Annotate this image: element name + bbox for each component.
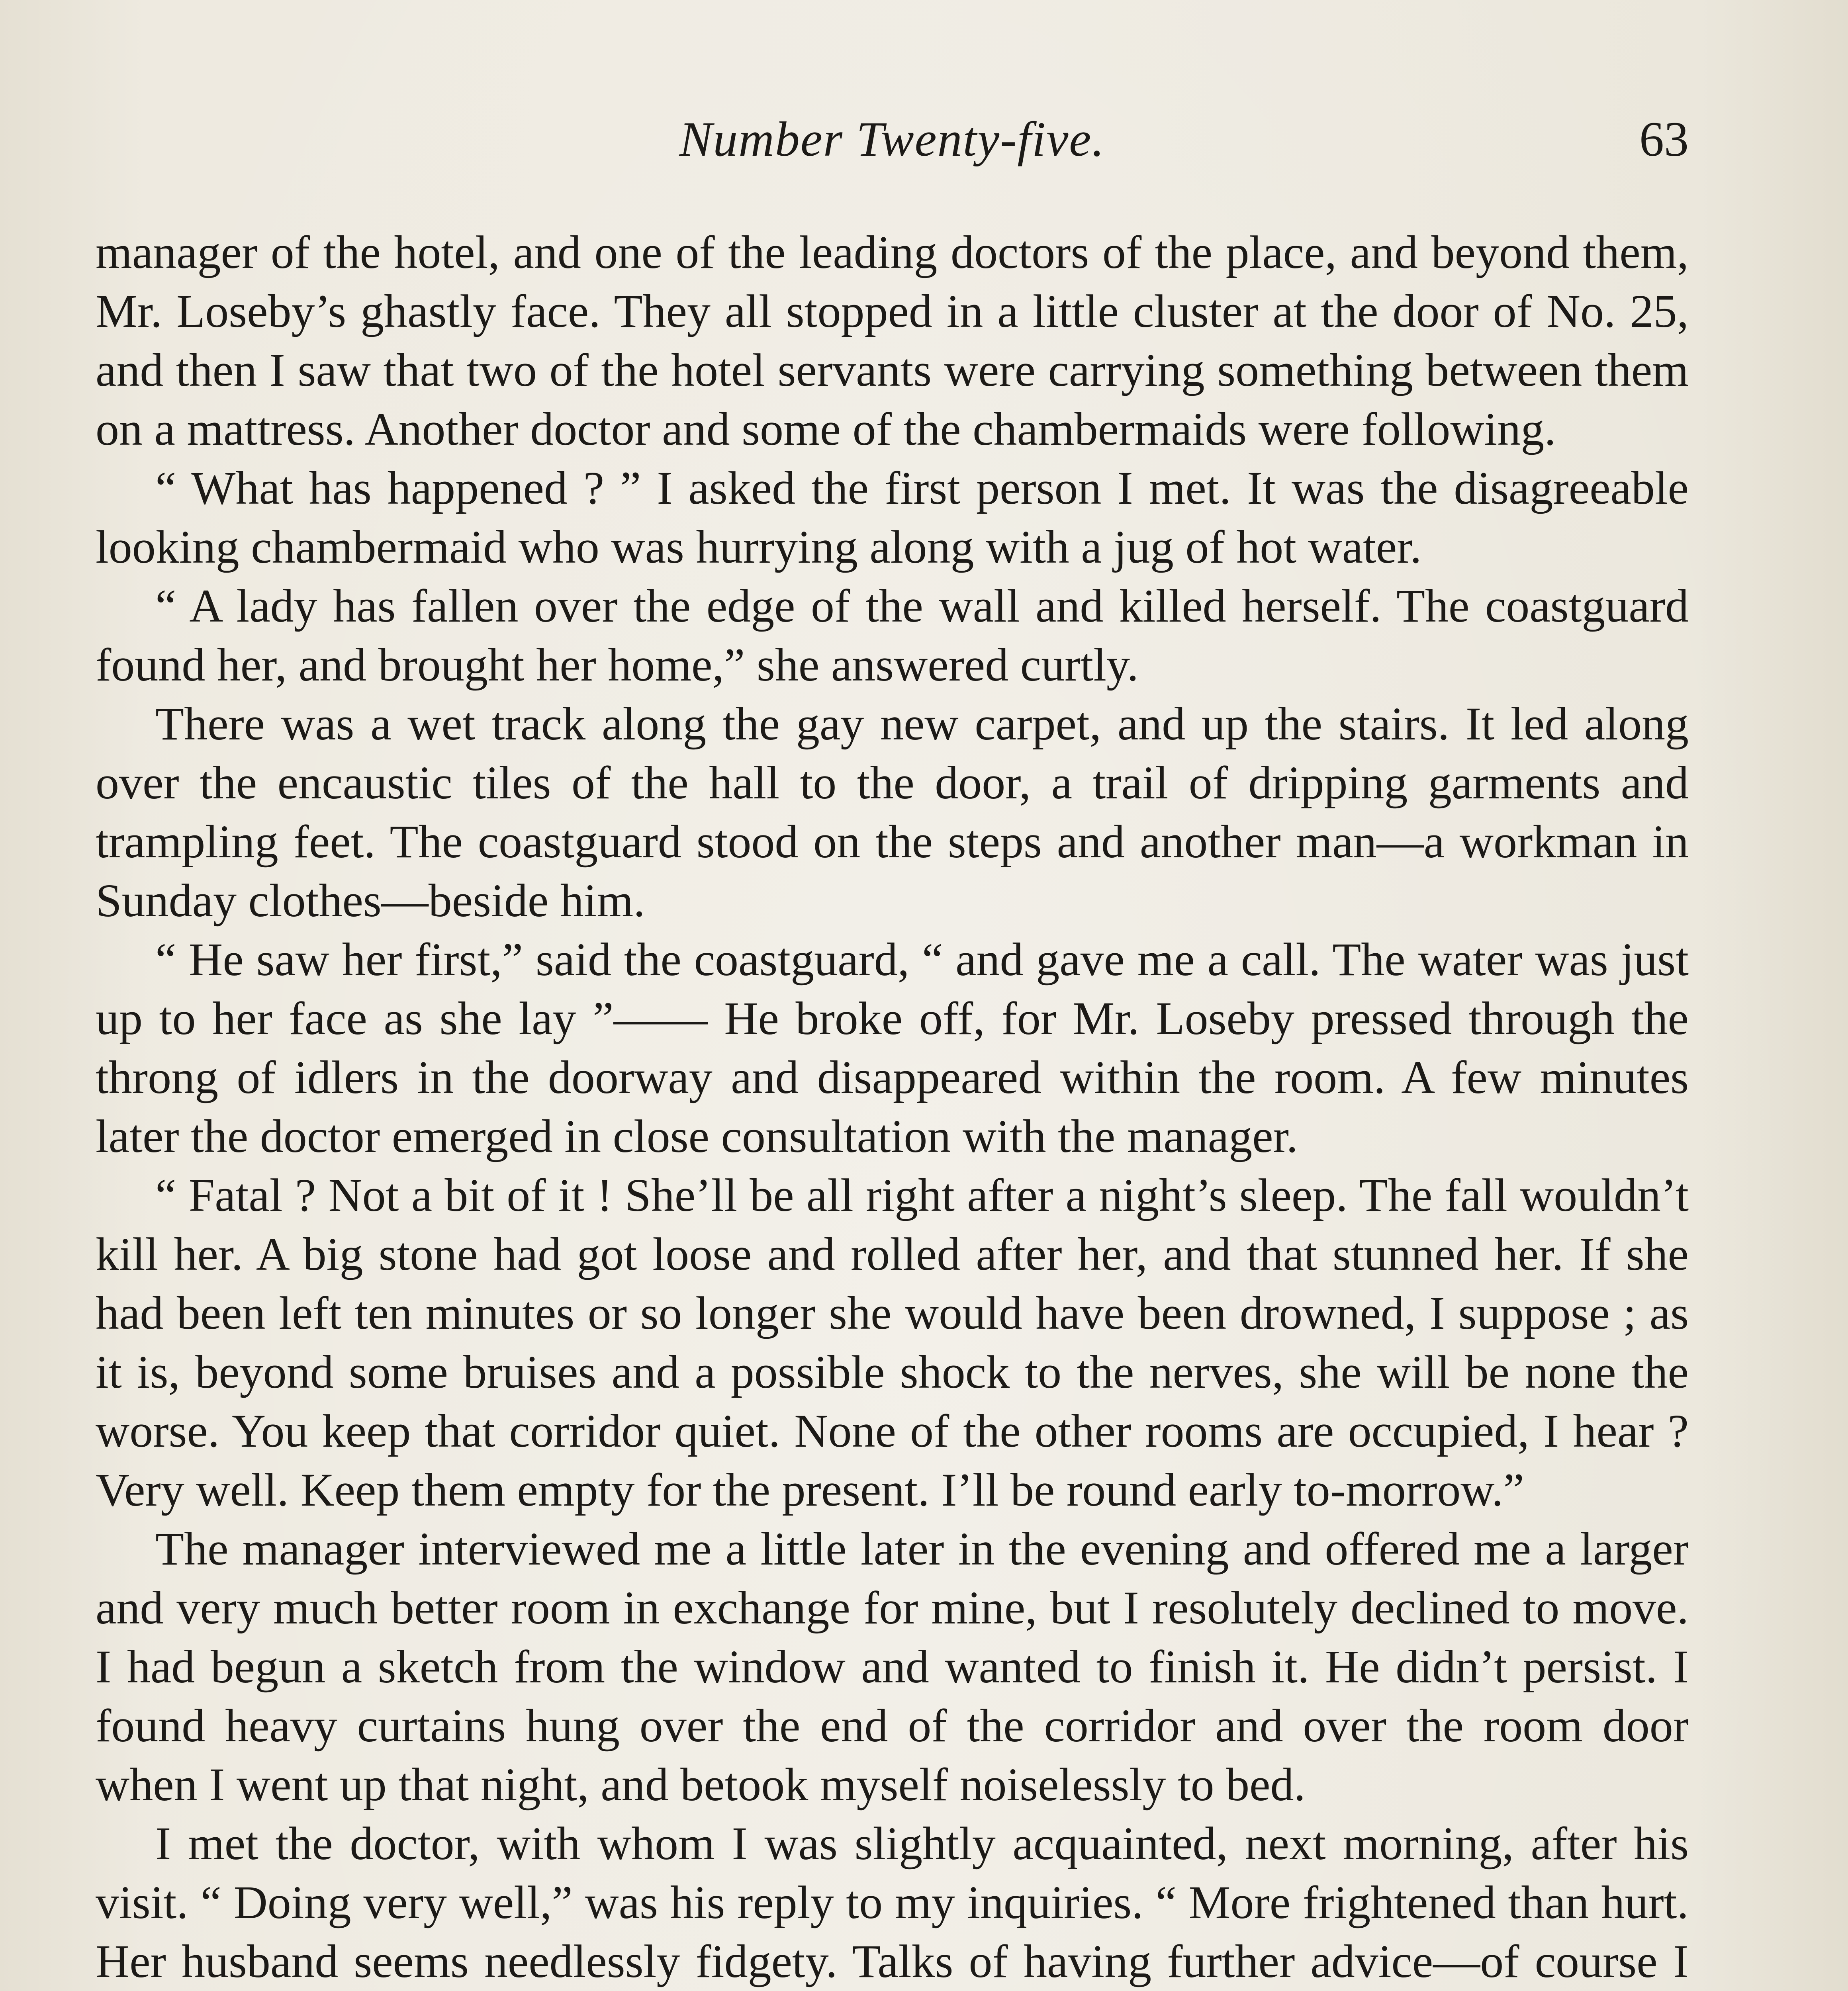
paragraph: “ Fatal ? Not a bit of it ! She’ll be all right after a night’s sleep. The fall wouldn’t kill her. A big stone had got loose and rolled after her, and that stunned her. If she had been left ten minutes or so longer she would have been drowned, I suppose ; as it is, beyond some bruises and a possible shock to the nerves, she will be none the worse. You keep that corridor quiet. None of the other rooms are occupied, I hear ? Very well. Keep them empty for the present. I’ll be round early to-morrow.” [96, 1169, 1689, 1516]
running-title: Number Twenty-five. [679, 112, 1105, 166]
paragraph: The manager interviewed me a little later in the evening and offered me a larger and very much better room in exchange for mine, but I resolutely declined to move. I had begun a sketch from the window and wanted to finish it. He didn’t persist. I found heavy curtains hung over the end of the corridor and over the room door when I went up that night, and betook myself noiselessly to bed. [96, 1523, 1689, 1811]
paragraph: There was a wet track along the gay new carpet, and up the stairs. It led along over the encaustic tiles of the hall to the door, a trail of dripping garments and trampling feet. The coastguard stood on the steps and another man—a workman in Sunday clothes—beside him. [96, 698, 1689, 927]
paragraph: “ A lady has fallen over the edge of the wall and killed herself. The coastguard found her, and brought her home,” she answered curtly. [96, 580, 1689, 691]
paragraph: “ What has happened ? ” I asked the first person I met. It was the disagreeable looking chambermaid who was hurrying along with a jug of hot water. [96, 462, 1689, 573]
page-number: 63 [1639, 112, 1689, 166]
page-header [96, 100, 1689, 179]
paragraph: I met the doctor, with whom I was slightly acquainted, next morning, after his visit. “ Doing very well,” was his reply to my inquiries. “ More frightened than hurt. Her husband seems needlessly fidgety. Talks of having further advice—of course I [96, 1817, 1689, 1987]
paragraph: “ He saw her first,” said the coastguard, “ and gave me a call. The water was just up to her face as she lay ”—— He broke off, for Mr. Loseby pressed through the throng of idlers in the doorway and disappeared within the room. A few minutes later the doctor emerged in close consultation with the manager. [96, 933, 1689, 1162]
paragraph: manager of the hotel, and one of the leading doctors of the place, and beyond them, Mr. Loseby’s ghastly face. They all stopped in a little cluster at the door of No. 25, and then I saw that two of the hotel servants were carrying something between them on a mattress. Another doctor and some of the chambermaids were following. [96, 226, 1689, 455]
body-text [96, 223, 1689, 1991]
